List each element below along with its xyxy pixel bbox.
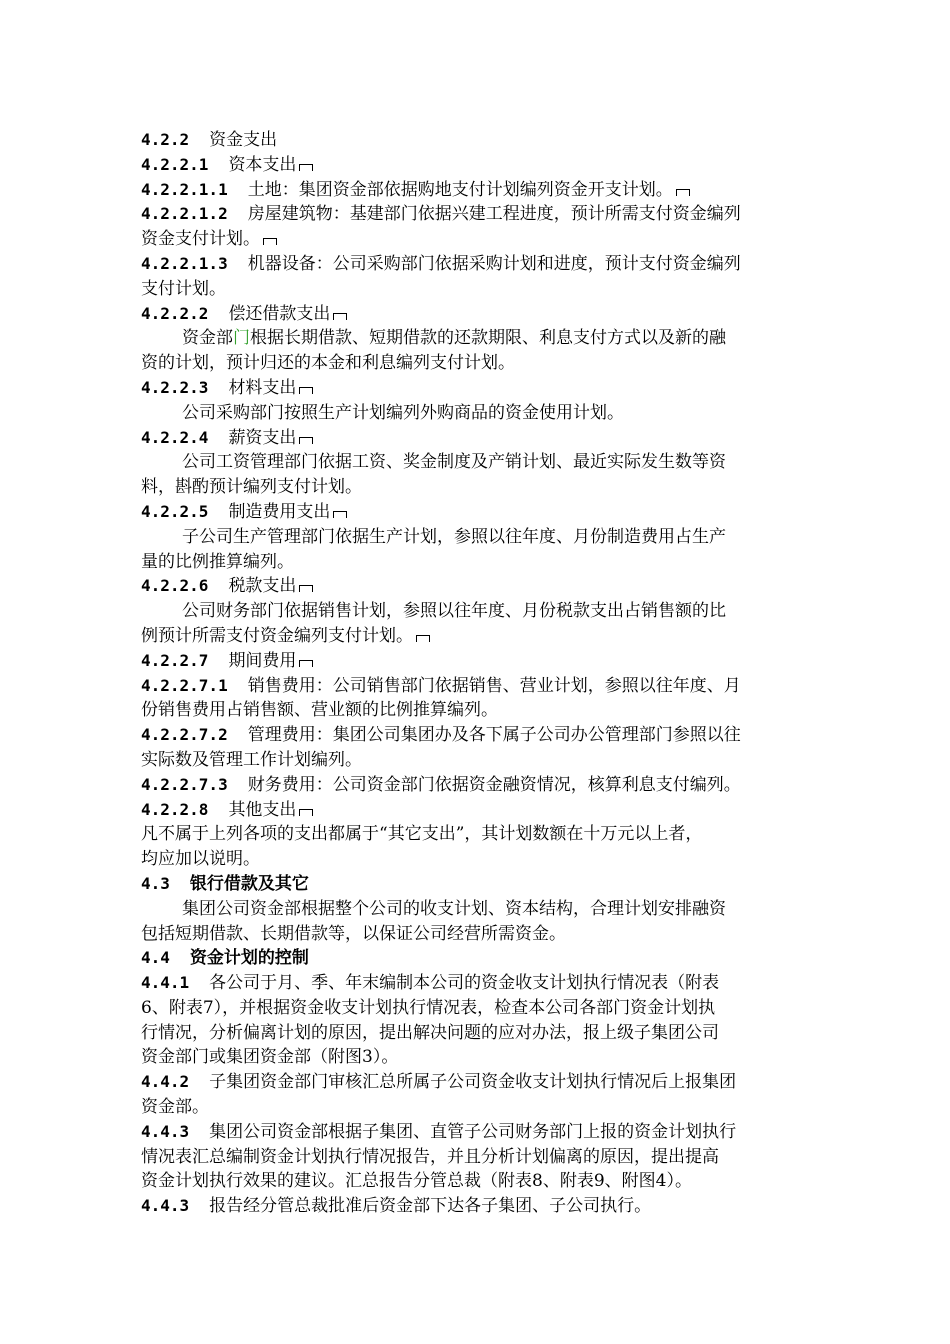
paragraph-line <box>141 922 811 947</box>
section-number: 4.2.2.1 <box>141 154 209 174</box>
section-number: 4.4 <box>141 948 170 968</box>
section-heading-line <box>141 773 811 798</box>
line-text: 税款支出 <box>228 576 297 597</box>
line-text: 6、附表7），并根据资金收支计划执行情况表，检查本公司各部门资金计划执 <box>141 997 716 1018</box>
section-heading-line <box>141 376 811 401</box>
line-text: 机器设备：公司采购部门依据采购计划和进度，预计支付资金编列 <box>247 253 741 274</box>
line-text: 财务费用：公司资金部门依据资金融资情况，核算利息支付编列。 <box>247 774 741 795</box>
paragraph-mark-icon <box>263 238 277 245</box>
section-title: 资金计划的控制 <box>189 948 309 969</box>
line-text: 报告经分管总裁批准后资金部下达各子集团、子公司执行。 <box>209 1196 652 1217</box>
section-heading-line <box>141 1120 811 1145</box>
document-body <box>141 128 811 1219</box>
line-text: 集团公司资金部根据整个公司的收支计划、资本结构，合理计划安排融资 <box>182 898 726 919</box>
line-text: 例预计所需支付资金编列支付计划。 <box>141 625 413 646</box>
line-text: 根据长期借款、短期借款的还款期限、利息支付方式以及新的融 <box>250 328 726 349</box>
paragraph-mark-icon <box>299 660 313 667</box>
paragraph-line <box>141 698 811 723</box>
section-number: 4.4.3 <box>141 1196 190 1216</box>
section-number: 4.2.2.7.2 <box>141 725 228 745</box>
highlighted-character: 门 <box>233 328 250 349</box>
paragraph-line <box>141 599 811 624</box>
line-text: 行情况，分析偏离计划的原因，提出解决问题的应对办法，报上级子集团公司 <box>141 1022 719 1043</box>
line-text: 各公司于月、季、年末编制本公司的资金收支计划执行情况表（附表 <box>209 973 720 994</box>
paragraph-mark-icon <box>416 635 430 642</box>
line-text: 集团公司资金部根据子集团、直管子公司财务部门上报的资金计划执行 <box>209 1121 737 1142</box>
paragraph-mark-icon <box>299 809 313 816</box>
paragraph-line <box>141 1021 811 1046</box>
paragraph-mark-icon <box>299 164 313 171</box>
section-heading-line <box>141 971 811 996</box>
line-text: 包括短期借款、长期借款等，以保证公司经营所需资金。 <box>141 923 566 944</box>
paragraph-line <box>141 525 811 550</box>
line-text: 情况表汇总编制资金计划执行情况报告，并且分析计划偏离的原因，提出提高 <box>141 1146 719 1167</box>
section-heading-line <box>141 202 811 227</box>
section-number: 4.2.2.5 <box>141 501 209 521</box>
line-text: 资金部。 <box>141 1097 209 1118</box>
paragraph-line <box>141 401 811 426</box>
paragraph-line <box>141 847 811 872</box>
section-heading-line <box>141 649 811 674</box>
line-text: 公司采购部门按照生产计划编列外购商品的资金使用计划。 <box>182 402 624 423</box>
section-number: 4.2.2.4 <box>141 427 209 447</box>
paragraph-line <box>141 475 811 500</box>
section-heading-line <box>141 178 811 203</box>
line-text: 土地：集团资金部依据购地支付计划编列资金开支计划。 <box>247 179 673 200</box>
line-text: 期间费用 <box>228 650 297 671</box>
section-heading-line <box>141 674 811 699</box>
paragraph-mark-icon <box>676 189 690 196</box>
section-number: 4.2.2.2 <box>141 303 209 323</box>
section-heading-line <box>141 723 811 748</box>
paragraph-line <box>141 277 811 302</box>
section-number: 4.3 <box>141 873 170 893</box>
section-number: 4.2.2 <box>141 130 190 149</box>
section-number: 4.2.2.7.3 <box>141 774 228 794</box>
line-text: 均应加以说明。 <box>141 849 260 870</box>
paragraph-line <box>141 1169 811 1194</box>
section-number: 4.2.2.3 <box>141 377 209 397</box>
line-text: 公司财务部门依据销售计划，参照以往年度、月份税款支出占销售额的比 <box>182 601 726 622</box>
line-text: 资的计划，预计归还的本金和利息编列支付计划。 <box>141 353 515 374</box>
line-text: 其他支出 <box>228 799 297 820</box>
line-text: 制造费用支出 <box>228 501 331 522</box>
line-text: 实际数及管理工作计划编列。 <box>141 749 362 770</box>
paragraph-line <box>141 1095 811 1120</box>
paragraph-line <box>141 1145 811 1170</box>
paragraph-line <box>141 822 811 847</box>
section-heading-line <box>141 872 811 897</box>
line-text-prefix: 资金部 <box>182 328 233 349</box>
paragraph-line <box>141 351 811 376</box>
section-heading-line <box>141 426 811 451</box>
line-text: 公司工资管理部门依据工资、奖金制度及产销计划、最近实际发生数等资 <box>182 452 726 473</box>
section-number: 4.2.2.1.3 <box>141 253 228 273</box>
section-number: 4.4.2 <box>141 1072 190 1092</box>
section-heading-line <box>141 946 811 971</box>
section-heading-line <box>141 153 811 178</box>
section-title: 银行借款及其它 <box>189 873 309 894</box>
line-text: 材料支出 <box>228 377 297 398</box>
line-text: 偿还借款支出 <box>228 303 331 324</box>
section-heading-line <box>141 1070 811 1095</box>
section-heading-line <box>141 302 811 327</box>
line-text: 料，斟酌预计编列支付计划。 <box>141 477 362 498</box>
line-text: 支付计划。 <box>141 278 226 299</box>
paragraph-line <box>141 1045 811 1070</box>
section-number: 4.2.2.7 <box>141 650 209 670</box>
paragraph-mark-icon <box>333 313 347 320</box>
line-text: 房屋建筑物：基建部门依据兴建工程进度，预计所需支付资金编列 <box>247 204 741 225</box>
line-text: 销售费用：公司销售部门依据销售、营业计划，参照以往年度、月 <box>247 675 741 696</box>
section-number: 4.4.3 <box>141 1121 190 1141</box>
section-heading-line <box>141 252 811 277</box>
line-text: 资金计划执行效果的建议。汇总报告分管总裁（附表8、附表9、附图4）。 <box>141 1171 692 1192</box>
section-heading-line <box>141 128 811 153</box>
section-heading-line <box>141 500 811 525</box>
section-number: 4.2.2.7.1 <box>141 675 228 695</box>
line-text: 量的比例推算编列。 <box>141 551 294 572</box>
line-text: 资金支出 <box>209 130 278 150</box>
line-text: 管理费用：集团公司集团办及各下属子公司办公管理部门参照以往 <box>247 725 741 746</box>
section-heading-line <box>141 1194 811 1219</box>
paragraph-line <box>141 897 811 922</box>
line-text: 资金部门或集团资金部（附图3）。 <box>141 1047 399 1068</box>
line-text: 薪资支出 <box>228 427 297 448</box>
line-text: 资金支付计划。 <box>141 229 260 250</box>
paragraph-line <box>141 996 811 1021</box>
section-number: 4.2.2.8 <box>141 799 209 819</box>
paragraph-mark-icon <box>333 511 347 518</box>
paragraph-line <box>141 550 811 575</box>
section-number: 4.2.2.6 <box>141 576 209 596</box>
paragraph-mark-icon <box>299 437 313 444</box>
line-text: 子集团资金部门审核汇总所属子公司资金收支计划执行情况后上报集团 <box>209 1072 737 1093</box>
section-number: 4.2.2.1.2 <box>141 204 228 224</box>
section-number: 4.4.1 <box>141 973 190 993</box>
paragraph-line <box>141 748 811 773</box>
paragraph-mark-icon <box>299 387 313 394</box>
line-text: 份销售费用占销售额、营业额的比例推算编列。 <box>141 700 498 721</box>
line-text: 凡不属于上列各项的支出都属于“其它支出”，其计划数额在十万元以上者， <box>141 824 703 845</box>
section-number: 4.2.2.1.1 <box>141 179 228 199</box>
section-heading-line <box>141 574 811 599</box>
paragraph-line <box>141 326 811 351</box>
section-heading-line <box>141 798 811 823</box>
paragraph-line <box>141 624 811 649</box>
paragraph-mark-icon <box>299 585 313 592</box>
line-text: 子公司生产管理部门依据生产计划，参照以往年度、月份制造费用占生产 <box>182 526 726 547</box>
line-text: 资本支出 <box>228 154 297 175</box>
paragraph-line <box>141 227 811 252</box>
paragraph-line <box>141 450 811 475</box>
